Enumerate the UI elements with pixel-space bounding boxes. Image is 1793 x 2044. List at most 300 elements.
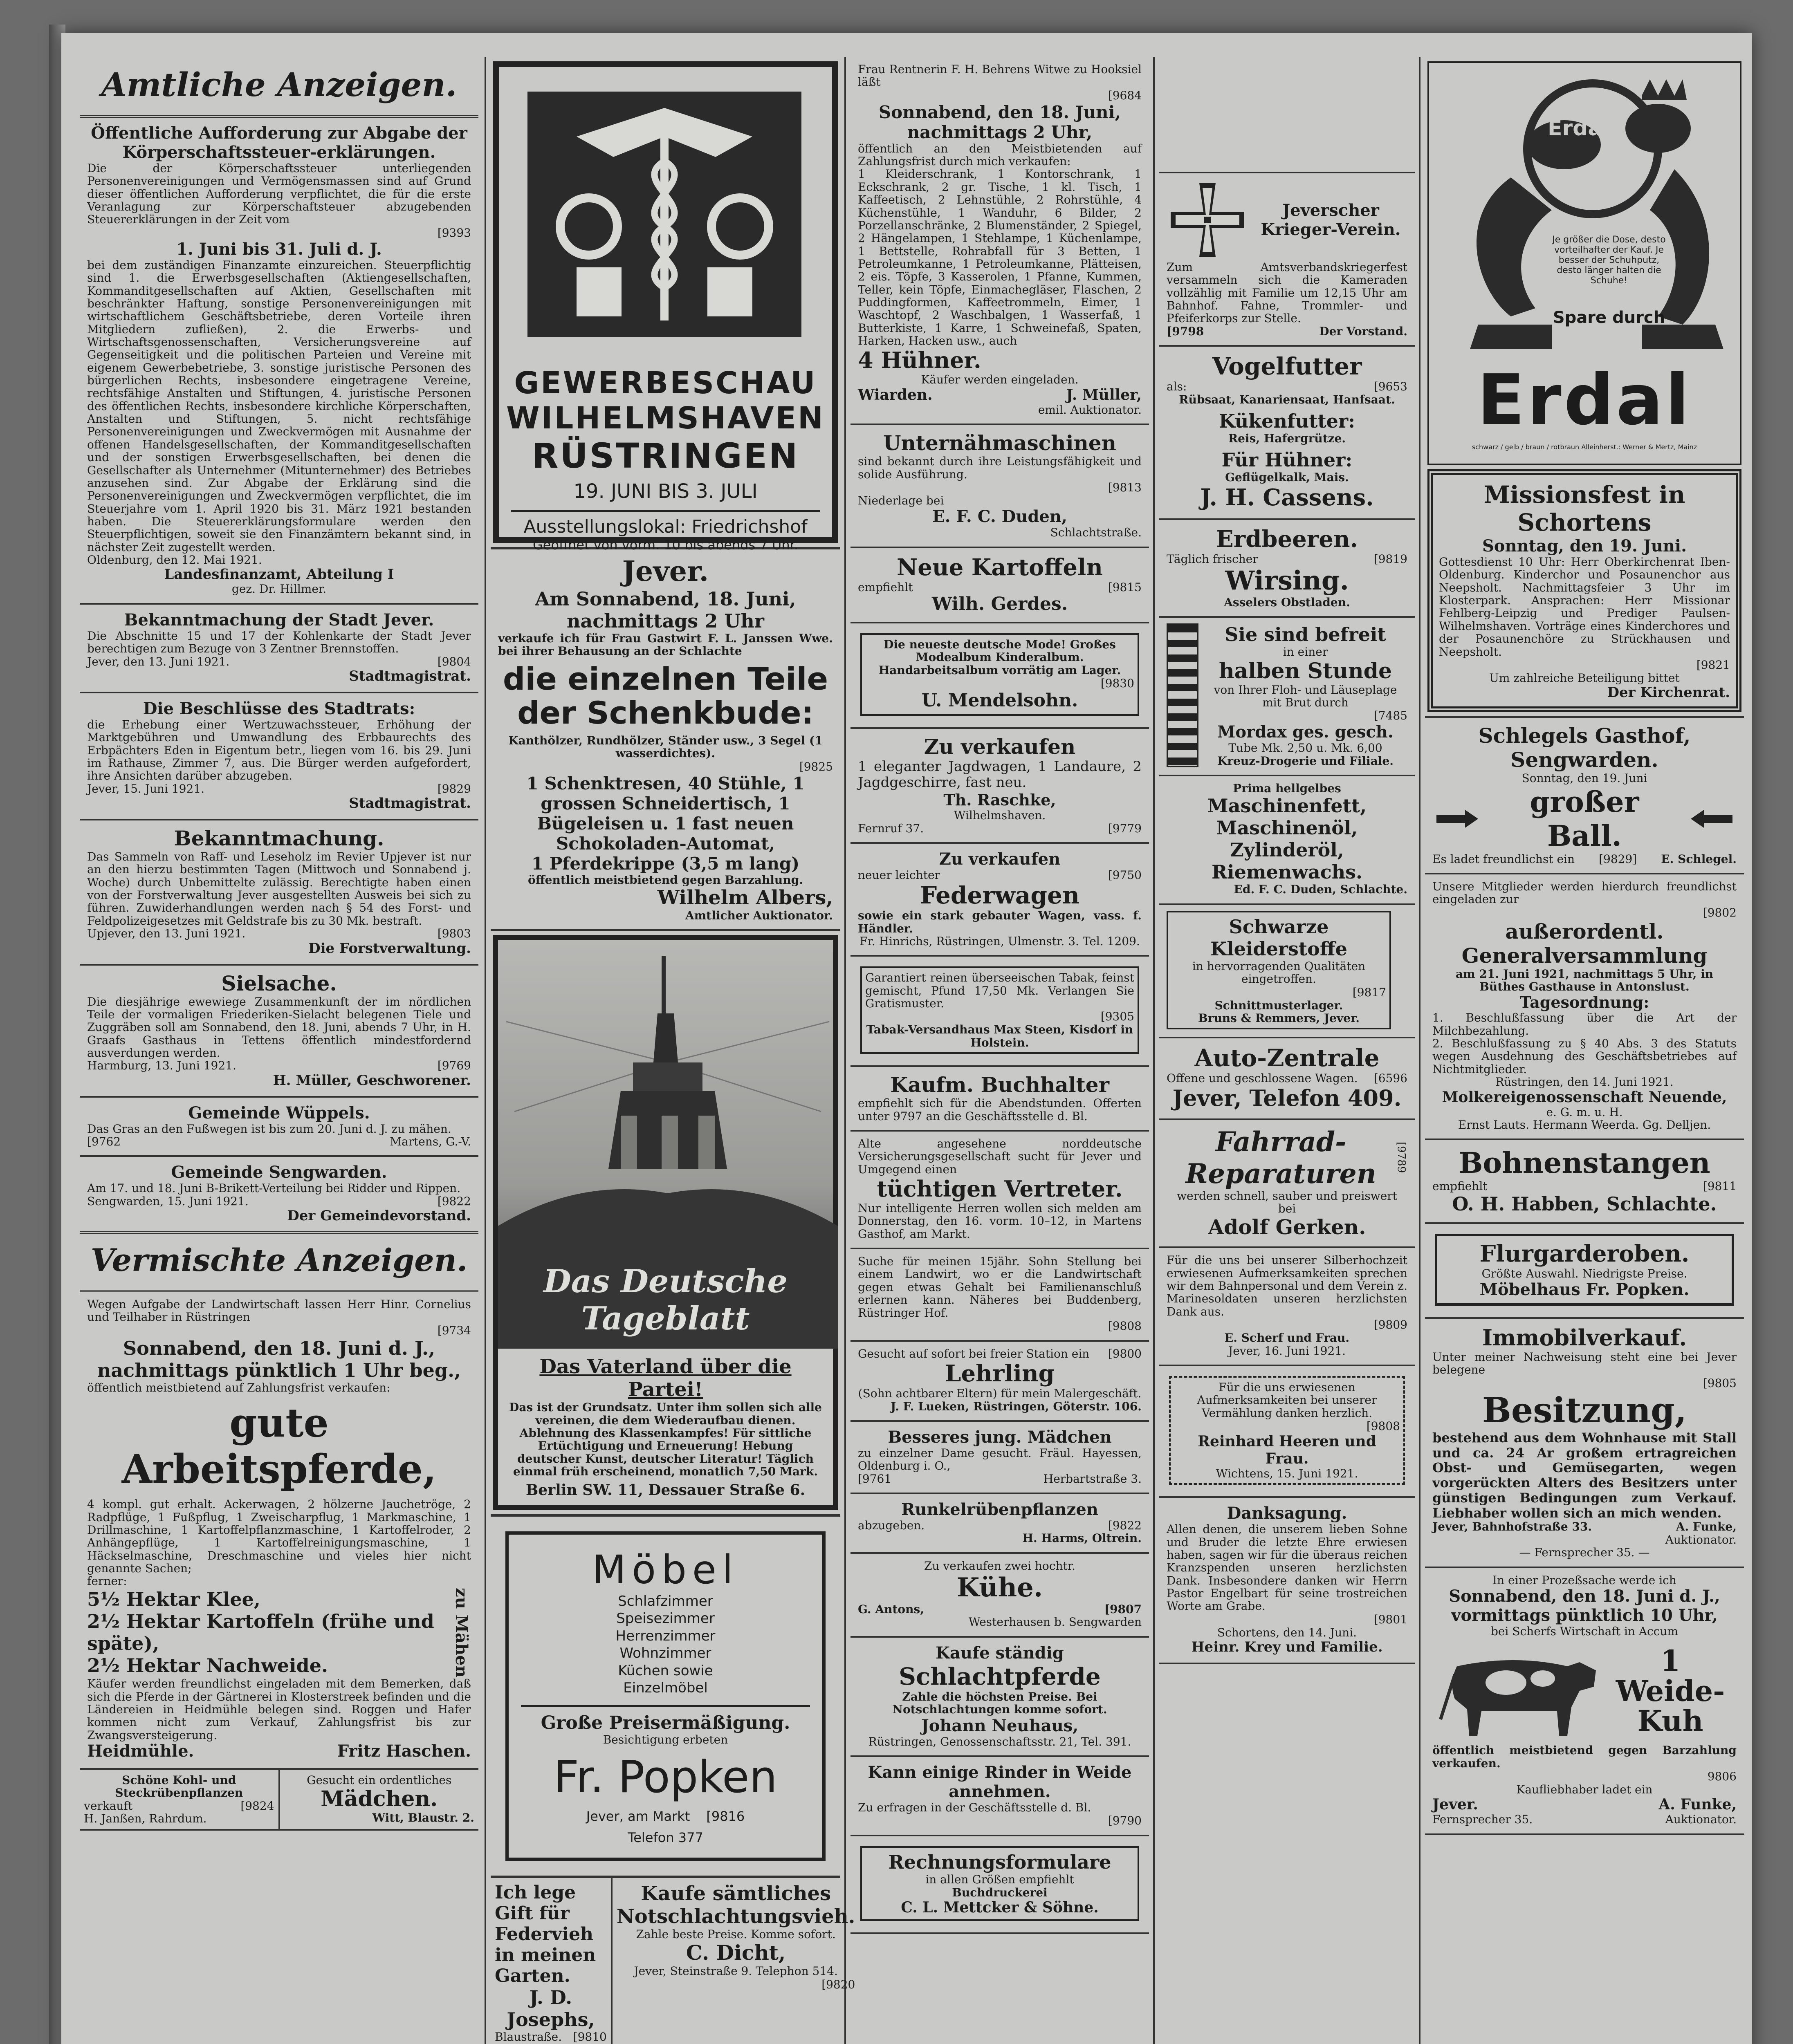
ad-text: Zu verkaufen xyxy=(939,849,1061,869)
ad-signature: Bruns & Remmers, Jever. xyxy=(1198,1011,1360,1025)
ad-text: abzugeben. xyxy=(858,1519,925,1533)
ad-fashion xyxy=(850,623,1149,729)
ad-text: Schnittmusterlager. xyxy=(1214,998,1343,1012)
ad-signature: e. G. m. u. H. xyxy=(1546,1105,1623,1119)
gewerbeschau-emblem xyxy=(527,92,801,337)
ref-number: [9824 xyxy=(240,1799,274,1813)
ad-strawberries xyxy=(1159,520,1415,618)
ad-text: zu einzelner Dame gesucht. Fräul. Hayessen, Oldenburg i. O., xyxy=(858,1446,1142,1473)
ad-text: 4 kompl. gut erhalt. Ackerwagen, 2 hölzerne Jauchetröge, 2 Radpflüge, 1 Fußpflug, 1 Zweischarpflug, 1 Markmaschine, 1 Drillmaschine, 1 Kartoffelpflanzmaschine, 1 Kartoffelroder, 2 Anhängepflüge, 1 Kartoffelreinigungsmaschine, 1 Häckselmaschine, Dreschmaschine und vieles hier nicht genannte Sachen; xyxy=(87,1497,471,1575)
ad-text: Käufer werden freundlichst eingeladen mit dem Bemerken, daß sich die Pferde in der Gärtnerei in Klosterstreek befinden und die Ländereien in Heidmühle belegen sind. Roggen und Hafer kommen nicht zum Verkauf, Zahlungsfrist bis zur Zwangsversteigerung. xyxy=(87,1677,471,1742)
ad-text: Gesucht ein ordentliches xyxy=(307,1773,452,1787)
ad-headline: Lehrling xyxy=(945,1360,1055,1387)
ad-headline: Sie sind befreit xyxy=(1225,623,1386,646)
ad-signature: A. Funke, xyxy=(1658,1796,1737,1813)
ad-date: Am Sonnabend, 18. Juni, nachmittags 2 Uhr xyxy=(535,588,796,632)
ad-headline: Auto-Zentrale xyxy=(1194,1044,1380,1072)
fair-title: RÜSTRINGEN xyxy=(532,436,799,476)
moebel-item: Küchen sowie xyxy=(618,1662,713,1679)
ad-forms xyxy=(850,1836,1149,1934)
notice-signature: H. Müller, Geschworener. xyxy=(273,1072,471,1089)
ad-signature: Amtlicher Auktionator. xyxy=(685,908,833,922)
ref-number: [9817 xyxy=(1352,985,1386,999)
ad-date: Sonnabend, den 18. Juni d. J., vormittags pünktlich 10 Uhr, xyxy=(1449,1586,1720,1625)
notice-title: Bekanntmachung. xyxy=(174,826,384,851)
ref-number: [9822 xyxy=(437,1194,471,1208)
iron-cross-icon xyxy=(1167,179,1248,261)
ad-headline: Kükenfutter: xyxy=(1219,410,1355,432)
ad-text: Unter meiner Nachweisung steht eine bei Jever belegene xyxy=(1432,1350,1737,1377)
tageblatt-address: Berlin SW. 11, Dessauer Straße 6. xyxy=(525,1481,806,1499)
notice-title: Die Beschlüsse des Stadtrats: xyxy=(143,699,415,718)
column-classifieds-a xyxy=(850,57,1149,2044)
ad-text: Gottesdienst 10 Uhr: Herr Oberkirchenrat Iben-Oldenburg. Kinderchor und Posaunenchor aus Neepsholt. Nachmittagsfeier 3 Uhr im Klosterpark. Ansprachen: Herr Missionar Fehlberg-Leipzig und Prediger Paulsen-Wilhelmshaven. Vorträge eines Kinderchores und der Posaunenchöre zu Strückhausen und Neepsholt. xyxy=(1439,555,1730,659)
notice-date: Jever, den 13. Juni 1921. xyxy=(87,654,230,668)
tageblatt-title: Das Deutsche Tageblatt xyxy=(543,1263,788,1338)
ad-place: Wichtens, 15. Juni 1921. xyxy=(1216,1466,1358,1480)
ref-number: [9805 xyxy=(1703,1376,1737,1390)
ref-number: [9813 xyxy=(1108,480,1142,494)
notice-siel xyxy=(80,966,478,1098)
oil-item: Maschinenöl, xyxy=(1216,817,1358,839)
ad-text: Alte angesehene norddeutsche Versicherungsgesellschaft sucht für Jever und Umgegend einen xyxy=(858,1136,1142,1176)
column-rule xyxy=(844,57,846,2044)
ad-signature: Fritz Haschen. xyxy=(337,1741,471,1761)
ref-number: [9734 xyxy=(437,1323,471,1337)
ad-signature: Witt, Blaustr. 2. xyxy=(372,1811,474,1825)
ad-headline: Immobilverkauf. xyxy=(1482,1324,1687,1351)
ad-text: Suche für meinen 15jähr. Sohn Stellung bei einem Landwirt, wo er die Landwirtschaft gegen etwas Gehalt bei Familienanschluß erlernen kann. Näheres bei Buddenberg, Rüstringer Hof. xyxy=(858,1255,1142,1320)
ad-text: 1 Schenktresen, 40 Stühle, 1 grossen Schneidertisch, 1 Bügeleisen u. 1 fast neuen Schokoladen-Automat, xyxy=(526,773,805,854)
section-header: Amtliche Anzeigen. xyxy=(101,65,457,104)
erdal-brand: Erdal xyxy=(1548,116,1610,141)
ref-number: [9779 xyxy=(1108,821,1142,835)
ref-number: [9811 xyxy=(1703,1179,1737,1193)
fair-hours: Geöffnet von vorm. 10 bis abends 7 Uhr. xyxy=(533,537,798,553)
ad-text: werden schnell, sauber und preiswert bei xyxy=(1177,1189,1397,1215)
ad-headline: Unternähmaschinen xyxy=(883,431,1117,455)
ad-place: Wiarden. xyxy=(858,386,933,403)
ad-text: Reis, Hafergrütze. xyxy=(1228,431,1346,445)
ad-signature: E. Scherf und Frau. xyxy=(1224,1331,1350,1345)
ad-text: öffentlich meistbietend gegen Barzahlung verkaufen. xyxy=(1432,1744,1737,1770)
ad-signature: Th. Raschke, xyxy=(943,791,1056,809)
notice-signature: Stadtmagistrat. xyxy=(349,795,471,812)
ad-text: öffentlich meistbietend gegen Barzahlung. xyxy=(528,873,803,887)
fair-venue: Ausstellungslokal: Friedrichshof xyxy=(523,516,808,537)
ad-headline: Neue Kartoffeln xyxy=(897,554,1103,581)
ad-signature: J. H. Cassens. xyxy=(1200,484,1374,511)
ad-text: Blaustraße. xyxy=(495,2030,562,2044)
ref-number: [9807 xyxy=(1104,1602,1142,1616)
ad-signature: C. Dicht, xyxy=(686,1941,786,1965)
ad-thanks-silver-wedding xyxy=(1159,1248,1415,1366)
ad-beet-plants xyxy=(850,1494,1149,1554)
ad-signature: emil. Auktionator. xyxy=(1038,403,1142,417)
ad-text: Frau Rentnerin F. H. Behrens Witwe zu Hooksiel läßt xyxy=(858,63,1142,89)
ad-slaughter-horses xyxy=(850,1638,1149,1757)
ad-carriages xyxy=(850,729,1149,844)
ad-representative xyxy=(850,1132,1149,1249)
ad-text: Unsere Mitglieder werden hierdurch freundlichst eingeladen zur xyxy=(1432,879,1737,906)
ad-plants xyxy=(80,1770,280,1829)
ad-headline: Besitzung, xyxy=(1482,1390,1687,1430)
ad-text: Um zahlreiche Beteiligung bittet xyxy=(1489,671,1680,685)
ad-signature: Heinr. Krey und Familie. xyxy=(1191,1639,1383,1656)
ad-signature: E. F. C. Duden, xyxy=(932,507,1067,527)
decorative-border xyxy=(1167,623,1198,767)
ad-text: Für die uns bei unserer Silberhochzeit erwiesenen Aufmerksamkeiten sprechen wir dem Bahnpersonal und dem Verein z. Marinesoldaten unseren herzlichsten Dank aus. xyxy=(1167,1253,1407,1318)
notice-text: Die Abschnitte 15 und 17 der Kohlenkarte der Stadt Jever berechtigen zum Bezuge von 3 Zentner Brennstoffen. xyxy=(87,629,471,656)
fair-dates: 19. JUNI BIS 3. JULI xyxy=(573,480,758,503)
moebel-phone: Telefon 377 xyxy=(628,1829,703,1845)
ad-place: Jever, 16. Juni 1921. xyxy=(1228,1344,1346,1358)
ad-signature: J. D. Josephs, xyxy=(507,1986,595,2031)
ad-text: öffentlich meistbietend auf Zahlungsfrist verkaufen: xyxy=(87,1381,390,1394)
ad-headline: Kann einige Rinder in Weide annehmen. xyxy=(868,1762,1132,1801)
fair-title: WILHELMSHAVEN xyxy=(506,401,825,436)
ad-spring-wagon xyxy=(850,844,1149,957)
ad-text: Allen denen, die unserem lieben Sohne und Bruder die letzte Ehre erwiesen haben, sagen wir für die überaus reichen Kranzspenden unseren herzlichsten Dank. Insbesondere danken wir Herrn Pastor Engelbart für seine trostreichen Worte am Grabe. xyxy=(1167,1522,1407,1613)
pointing-hand-icon xyxy=(1688,807,1737,831)
notice-council xyxy=(80,693,478,820)
ad-mission-festival xyxy=(1427,469,1741,712)
ad-maid xyxy=(280,1770,479,1829)
ad-address: Schlachtstraße. xyxy=(1050,526,1142,540)
ad-signature: Buchdruckerei xyxy=(952,1885,1048,1899)
caduceus-icon xyxy=(527,92,801,337)
ref-number: [9798 xyxy=(1167,324,1204,338)
ad-signature: H. Janßen, Rahrdum. xyxy=(84,1812,207,1826)
notice-signature: gez. Dr. Hillmer. xyxy=(231,582,327,596)
lot-item: 2½ Hektar Kartoffeln (frühe und späte), xyxy=(87,1610,434,1655)
agenda-item: 2. Beschlußfassung zu § 40 Abs. 3 des Statuts wegen Ausdehnung des Geschäftsbetriebes auf Nichtmitglieder. xyxy=(1432,1037,1737,1076)
tageblatt-illustration xyxy=(498,940,833,1349)
ad-place: Schortens, den 14. Juni. xyxy=(1217,1625,1357,1639)
notice-text: Die diesjährige ewewiege Zusammenkunft der im nördlichen Teile der vormaligen Friederiken-Sielacht belegenen Tiele und Zuggräben soll am Sonnabend, den 18. Juni, abends 7 Uhr, in H. Graafs Gasthaus in Tettens öffentlich mindestfordernd ausverdungen werden. xyxy=(87,995,471,1060)
erdal-logo: Erdal xyxy=(1477,360,1692,441)
ad-headline: Ich lege Gift für Federvieh in meinen Garten. xyxy=(495,1882,596,1986)
ad-signature: Der Kirchenrat. xyxy=(1607,684,1730,701)
erdal-cta: Spare durch xyxy=(1553,308,1665,327)
ad-text: verkaufe ich für Frau Gastwirt F. L. Janssen Wwe. bei ihrer Behausung an der Schlachte xyxy=(498,632,833,658)
notice-text: bei dem zuständigen Finanzamte einzureichen. Steuerpflichtig sind 1. die Erwerbsgesellschaften (Aktiengesellschaften, Kommanditgesellschaften auf Aktien, Gesellschaften mit beschränkter Haftung, sonstige Personenvereinigungen mit wirtschaftlichem Geschäftsbetriebe, deren Vorteile ihren Mitgliedern zufließen), 2. die Erwerbs- und Wirtschaftsgenossenschaften, Versicherungsvereine auf Gegenseitigkeit und die politischen Parteien und Vereine mit eigenem Gewerbebetriebe, 3. sonstige juristische Personen des bürgerlichen Rechts, insbesondere eingetragene Vereine, rechtsfähige Anstalten und Stiftungen, 4. juristische Personen des öffentlichen Rechts, insbesondere kirchliche Körperschaften, Anstalten und Stiftungen, 5. nicht rechtsfähige Personenvereinigungen und Zweckvermögen mit Ausnahme der offenen Handelsgesellschaften, der Kommanditgesellschaften und der sonstigen Erwerbsgesellschaften, bei denen die Gesellschafter als Unternehmer (Mitunternehmer) des Betriebes anzusehen sind. Zur Abgabe der Erklärung sind die Personenvereinigungen und Zweckvermögen verpflichtet, die im Steuerjahre vom 1. April 1920 bis 31. März 1921 bestanden haben. Die Steuererklärungsformulare werden den Steuerpflichtigen, soweit sie den Finanzämtern bekannt sind, in nächster Zeit zugestellt werden. xyxy=(87,258,471,554)
notice-date: Upjever, den 13. Juni 1921. xyxy=(87,927,246,941)
ad-property xyxy=(1425,1319,1744,1568)
ad-general-assembly xyxy=(1425,874,1744,1140)
ad-headline: Jever, Telefon 409. xyxy=(1172,1085,1402,1111)
ad-text: Es ladet freundlichst ein xyxy=(1432,852,1575,866)
ad-headline: Bohnenstangen xyxy=(1459,1146,1710,1180)
ad-headline: Vogelfutter xyxy=(1212,352,1362,381)
ad-text: Größte Auswahl. Niedrigste Preise. xyxy=(1481,1266,1688,1280)
ad-deutsches-tageblatt xyxy=(493,935,838,1510)
section-header: Vermischte Anzeigen. xyxy=(90,1242,468,1279)
ad-text: Die neueste deutsche Mode! Großes Modealbum Kinderalbum. Handarbeitsalbum vorrätig am Lager. xyxy=(878,637,1121,677)
ad-headline: 4 Hühner. xyxy=(858,347,981,374)
ad-text: neuer leichter xyxy=(858,868,940,882)
ad-gift xyxy=(491,1878,613,2044)
ad-text: in einer xyxy=(1283,645,1328,659)
ad-text: 1 Pferdekrippe (3,5 m lang) xyxy=(531,853,800,874)
ad-place: Rüstringen, den 14. Juni 1921. xyxy=(1495,1075,1674,1089)
ad-text: Prima hellgelbes xyxy=(1233,782,1341,796)
ad-tobacco xyxy=(850,957,1149,1067)
gewerbeschau-text xyxy=(499,365,832,553)
ad-headline: Erdbeeren. xyxy=(1216,525,1358,553)
moebel-item: Einzelmöbel xyxy=(623,1680,708,1696)
ref-number: [9653 xyxy=(1373,380,1407,394)
ad-text: Nur intelligente Herren wollen sich melden am Donnerstag, den 16. vorm. 10–12, in Martens Gasthof, am Markt. xyxy=(858,1201,1142,1241)
ad-address: Jever, Steinstraße 9. Telephon 514. xyxy=(634,1964,838,1978)
ad-bicycle-repair xyxy=(1159,1120,1415,1248)
ref-number: [9800 xyxy=(1108,1347,1142,1360)
ad-headline: tüchtigen Vertreter. xyxy=(877,1176,1123,1202)
ad-signature: Auktionator. xyxy=(1665,1813,1737,1827)
ref-number: [9393 xyxy=(437,226,471,240)
notice-text: Das Gras an den Fußwegen ist bis zum 20. Juni d. J. zu mähen. xyxy=(87,1122,451,1136)
ad-text: empfiehlt xyxy=(1432,1179,1488,1193)
ad-schenkbude xyxy=(491,547,840,931)
ad-text: 1 Kleiderschrank, 1 Kontorschrank, 1 Eckschrank, 2 gr. Tische, 1 kl. Tisch, 1 Kaffeetisch, 2 Lehnstühle, 2 Rohrstühle, 4 Küchenstühle, 1 Wanduhr, 6 Bilder, 2 Porzellanschränke, 2 Blumenständer, 2 Spiegel, 2 Hängelampen, 1 Stehlampe, 1 Küchenlampe, 1 Bettstelle, Rohrabfall für 3 Betten, 1 Petroleumkanne, 1 Petroleumkanne, Plätteisen, 2 eis. Töpfe, 3 Kasserolen, 1 Pfanne, Kummen, Teller, kein Töpfe, Einmachegläser, Flaschen, 2 Puddingformen, Kaffeetrommeln, Eimer, 1 Waschtopf, 2 Waschbalgen, 1 Wasserfaß, 1 Butterkiste, 1 Karre, 1 Schweinefaß, Spaten, Harken, Hacken usw., auch xyxy=(858,167,1142,348)
ref-number: [7485 xyxy=(1373,709,1407,723)
moebel-item: Wohnzimmer xyxy=(619,1645,711,1661)
ad-text: Rübsaat, Kanariensaat, Hanfsaat. xyxy=(1179,392,1395,406)
notice-text: Die der Körperschaftssteuer unterliegenden Personenvereinigungen und Vermögensmassen sind auf Grund dieser öffentlichen Aufforderung verpflichtet, die für die erste Veranlagung zur Körperschaftsteuer abzugebenden Steuererklärungen in der Zeit vom xyxy=(87,161,471,226)
ad-text: Offene und geschlossene Wagen. xyxy=(1167,1071,1358,1085)
notice-title: Gemeinde Wüppels. xyxy=(188,1103,370,1123)
fair-title: GEWERBESCHAU xyxy=(514,365,817,401)
ad-place: Jever. xyxy=(1432,1796,1478,1813)
ad-text: 1 eleganter Jagdwagen, 1 Landaure, 2 Jagdgeschirre, fast neu. xyxy=(858,758,1142,791)
ad-headline: Flurgarderoben. xyxy=(1479,1240,1690,1267)
ad-phone: Fernsprecher 35. xyxy=(1432,1813,1533,1827)
ref-number: [9829 xyxy=(437,782,471,796)
lot-list xyxy=(87,1588,452,1676)
ad-text: bestehend aus dem Wohnhause mit Stall und ca. 24 Ar großem ertragreichen Obst- und Gemüsegarten, wegen vorgerückten Alters des Besitzers unter günstigen Bedingungen zum Verkauf. Liebhaber wollen sich an mich wenden. xyxy=(1432,1430,1737,1521)
ad-headline: Kühe. xyxy=(956,1572,1043,1603)
ad-machine-oil xyxy=(1159,776,1415,905)
ad-headline: Fahrrad-Reparaturen xyxy=(1185,1125,1376,1190)
lot-side-label: zu Mähen xyxy=(452,1587,471,1678)
ad-signature: Wilhelm Albers, xyxy=(657,886,833,909)
column-display-ads xyxy=(491,57,855,2044)
ref-number: 9806 xyxy=(1707,1770,1737,1783)
ad-date: Sonntag, den 19. Juni. xyxy=(1482,536,1687,556)
notice-title: Öffentliche Aufforderung zur Abgabe der Körperschaftssteuer-erklärungen. xyxy=(91,123,467,162)
ad-headline: Danksagung. xyxy=(1227,1504,1347,1523)
ad-headline: Schlachtpferde xyxy=(899,1662,1101,1690)
ad-bookkeeper xyxy=(850,1067,1149,1132)
ad-date: Sonntag, den 19. Juni xyxy=(1521,771,1647,785)
ad-headline: Schlegels Gasthof, Sengwarden. xyxy=(1478,724,1691,772)
ad-signature: Ernst Lauts. Hermann Weerda. Gg. Delljen. xyxy=(1458,1118,1711,1132)
ad-date: am 21. Juni 1921, nachmittags 5 Uhr, in Büthes Gasthause in Antonslust. xyxy=(1455,967,1714,994)
ad-text: Zahle beste Preise. Komme sofort. xyxy=(636,1927,836,1941)
ad-text: Zu erfragen in der Geschäftsstelle d. Bl. xyxy=(858,1800,1091,1814)
ad-veterans-club xyxy=(1159,172,1415,347)
ad-signature: A. Funke, xyxy=(1676,1520,1737,1534)
ad-text: Kaufliebhaber ladet ein xyxy=(1516,1783,1653,1796)
ad-signature: Kreuz-Drogerie und Filiale. xyxy=(1217,754,1394,768)
ref-number: [9810 xyxy=(573,2030,607,2044)
ad-notschlachtung xyxy=(613,1878,859,2044)
ad-text: in hervorragenden Qualitäten eingetroffen. xyxy=(1192,959,1366,986)
ad-text: Kaufe ständig xyxy=(936,1643,1064,1663)
ad-text: Täglich frischer xyxy=(1167,552,1258,566)
ad-text: öffentlich an den Meistbietenden auf Zahlungsfrist durch mich verkaufen: xyxy=(858,141,1142,168)
ad-headline: Kaufe sämtliches Notschlachtungsvieh. xyxy=(616,1882,855,1928)
ad-signature: Möbelhaus Fr. Popken. xyxy=(1479,1280,1690,1299)
ad-signature: Reinhard Heeren und Frau. xyxy=(1198,1432,1376,1467)
ad-signature: H. Harms, Oltrein. xyxy=(1022,1531,1142,1545)
moebel-item: Herrenzimmer xyxy=(615,1627,716,1644)
ad-text: Geflügelkalk, Mais. xyxy=(1225,471,1349,484)
ad-headline: Missionsfest in Schortens xyxy=(1483,481,1685,536)
column-classifieds-b xyxy=(1159,57,1415,2044)
ad-signature: Wilh. Gerdes. xyxy=(931,593,1068,614)
ad-signature: Auktionator. xyxy=(1665,1533,1737,1546)
agenda-title: Tagesordnung: xyxy=(1519,993,1649,1012)
erdal-small: schwarz / gelb / braun / rotbraun Alleinherst.: Werner & Mertz, Mainz xyxy=(1472,443,1697,451)
notice-sengwarden xyxy=(80,1157,478,1234)
notice-tax xyxy=(80,118,478,605)
ad-signature: C. L. Mettcker & Söhne. xyxy=(901,1898,1099,1916)
ad-apprentice-farm xyxy=(850,1249,1149,1342)
ref-number: [9305 xyxy=(1100,1010,1134,1024)
moebel-offer: Große Preisermäßigung. xyxy=(521,1705,810,1733)
frog-king-icon xyxy=(1429,63,1745,374)
ref-number: [9804 xyxy=(437,654,471,668)
ref-number: [9761 xyxy=(858,1472,892,1486)
pointing-hand-icon xyxy=(1432,807,1481,831)
ad-ball xyxy=(1425,716,1744,874)
oil-item: Zylinderöl, xyxy=(1230,839,1344,861)
ref-number: [9808 xyxy=(1366,1419,1400,1433)
ad-headline: Rechnungsformulare xyxy=(888,1851,1111,1874)
ad-text: empfiehlt xyxy=(858,580,913,594)
ad-place: bei Scherfs Wirtschaft in Accum xyxy=(1490,1624,1679,1638)
ad-bird-feed xyxy=(1159,347,1415,520)
column-rule xyxy=(1153,57,1155,2044)
ref-number: [9762 xyxy=(87,1135,121,1149)
ad-phone: — Fernsprecher 35. — xyxy=(1519,1546,1650,1560)
column-classifieds-c xyxy=(1425,57,1744,2044)
ref-number: [9801 xyxy=(1373,1612,1407,1626)
ad-apprentice xyxy=(850,1342,1149,1422)
oil-item: Riemenwachs. xyxy=(1211,861,1363,883)
ref-number: [9821 xyxy=(1696,658,1730,672)
ad-text: Zu verkaufen zwei hochtr. xyxy=(924,1559,1075,1573)
ad-signature: Asselers Obstladen. xyxy=(1224,595,1350,609)
ad-text: sowie ein stark gebauter Wagen, vass. f. Händler. xyxy=(858,909,1142,935)
ad-headline: Runkelrübenpflanzen xyxy=(901,1500,1098,1520)
ad-signature: Adolf Gerken. xyxy=(1208,1215,1366,1239)
ad-cows xyxy=(850,1554,1149,1638)
moebel-item: Speisezimmer xyxy=(616,1610,715,1627)
ad-text: Niederlage bei xyxy=(858,493,944,507)
notice-title: Bekanntmachung der Stadt Jever. xyxy=(124,610,434,630)
ad-text: von Ihrer Floh- und Läuseplage mit Brut durch xyxy=(1214,683,1397,710)
ad-hooksiel-auction xyxy=(850,57,1149,425)
ad-place: Jever, Bahnhofstraße 33. xyxy=(1432,1520,1592,1534)
notice-title: Gemeinde Sengwarden. xyxy=(171,1163,387,1182)
tageblatt-slogan: Das Vaterland über die Partei! xyxy=(539,1355,792,1401)
product-price: Tube Mk. 2,50 u. Mk. 6,00 xyxy=(1228,741,1382,755)
ad-signature: Ed. F. C. Duden, Schlachte. xyxy=(1234,883,1407,896)
ad-hall-furniture xyxy=(1425,1224,1744,1319)
oil-item: Maschinenfett, xyxy=(1207,795,1367,817)
ref-number: [6596 xyxy=(1373,1071,1407,1085)
ad-signature: Der Vorstand. xyxy=(1319,324,1407,338)
ad-thanks-wedding xyxy=(1159,1366,1415,1498)
ad-headline: Wirsing. xyxy=(1225,565,1349,596)
notice-coal xyxy=(80,605,478,693)
erdal-text: Je größer die Dose, desto vorteilhafter der Kauf. Je besser der Schuhputz, desto länger halten die Schuhe! xyxy=(1552,235,1666,286)
ad-title: Schöne Kohl- und Steckrübenpflanzen xyxy=(115,1773,243,1800)
ad-address: Westerhausen b. Sengwarden xyxy=(968,1615,1142,1629)
ad-text: ferner: xyxy=(87,1574,127,1588)
agenda-item: 1. Beschlußfassung über die Art der Milchbezahlung. xyxy=(1432,1011,1737,1038)
ad-headline: Jeverscher Krieger-Verein. xyxy=(1261,201,1401,239)
notice-signature: Die Forstverwaltung. xyxy=(308,940,471,957)
lot-item: 2½ Hektar Nachweide. xyxy=(87,1654,328,1677)
ad-bean-poles xyxy=(1425,1140,1744,1224)
ad-girl xyxy=(850,1422,1149,1494)
ad-headline: Für Hühner: xyxy=(1221,449,1353,471)
notice-date: Harmburg, 13. Juni 1921. xyxy=(87,1059,236,1073)
ad-headline: Zu verkaufen xyxy=(924,735,1076,759)
ad-text: verkauft xyxy=(84,1799,133,1813)
ad-thanks-funeral xyxy=(1159,1498,1415,1664)
ad-text: empfiehlt sich für die Abendstunden. Offerten unter 9797 an die Geschäftsstelle d. Bl. xyxy=(858,1096,1142,1123)
ad-signature: J. F. Lueken, Rüstringen, Göterstr. 106. xyxy=(890,1399,1142,1413)
ad-text: sind bekannt durch ihre Leistungsfähigkeit und solide Ausführung. xyxy=(858,455,1142,481)
newspaper-page xyxy=(61,33,1752,2044)
ad-phone: Fernruf 37. xyxy=(858,821,924,835)
ad-text: Käufer werden eingeladen. xyxy=(921,373,1079,387)
ad-text: Kanthölzer, Rundhölzer, Ständer usw., 3 Segel (1 wasserdichtes). xyxy=(508,733,823,760)
ad-text: (Sohn achtbarer Eltern) für mein Malergeschäft. xyxy=(858,1387,1142,1401)
ad-auto-central xyxy=(1159,1038,1415,1120)
moebel-visit: Besichtigung erbeten xyxy=(603,1732,728,1746)
ad-signature: G. Antons, xyxy=(858,1602,924,1616)
ad-pasture-cow xyxy=(1425,1568,1744,1835)
ref-number: [9822 xyxy=(1108,1519,1142,1533)
ad-gewerbeschau xyxy=(493,61,838,553)
ad-headline: Schwarze Kleiderstoffe xyxy=(1210,915,1347,960)
notice-title: Sielsache. xyxy=(221,971,337,995)
tageblatt-text: Das ist der Grundsatz. Unter ihm sollen sich alle vereinen, die dem Wiederaufbau dienen. Ablehnung des Klassenkampfes! Für sittliche Ertüchtigung und Erneuerung! Hebung deutscher Kunst, deutscher Literatur! Täglich einmal früh erscheinend, monatlich 7,50 Mark. xyxy=(509,1401,822,1479)
notice-dates: 1. Juni bis 31. Juli d. J. xyxy=(176,239,382,259)
ad-headline: die einzelnen Teile der Schenkbude: xyxy=(503,660,828,731)
ad-headline: großer Ball. xyxy=(1530,784,1639,853)
ad-sewing-machines xyxy=(850,425,1149,548)
notice-text: Das Sammeln von Raff- und Leseholz im Revier Upjever ist nur an den hierzu bestimmten Tagen (Mittwoch und Sonnabend j. Woche) durch Unbemittelte zulässig. Berechtigte haben einen von der Forstverwaltung Jever ausgestellten Ausweis bei sich zu führen. Zuwiderhandlungen werden nach § 54 des Forst- und Feldpolizeigesetzes mit Geldstrafe bis zu 30 Mk. bestraft. xyxy=(87,850,471,928)
ad-dress-fabrics xyxy=(1159,905,1415,1038)
ad-signature: U. Mendelsohn. xyxy=(921,690,1078,711)
moebel-title: Möbel xyxy=(592,1546,739,1593)
ref-number: [9809 xyxy=(1373,1318,1407,1332)
ad-moebel xyxy=(505,1531,826,1861)
ad-cattle-pasture xyxy=(850,1757,1149,1836)
notice-wueppels xyxy=(80,1098,478,1157)
ad-signature: O. H. Habben, Schlachte. xyxy=(1452,1192,1717,1215)
ad-headline: außerordentl. Generalversammlung xyxy=(1461,919,1708,968)
ad-headline: Mädchen. xyxy=(321,1786,438,1812)
ad-address: Rüstringen, Genossenschaftsstr. 21, Tel. 391. xyxy=(868,1735,1131,1748)
notice-signature: Landesfinanzamt, Abteilung I xyxy=(164,566,394,583)
